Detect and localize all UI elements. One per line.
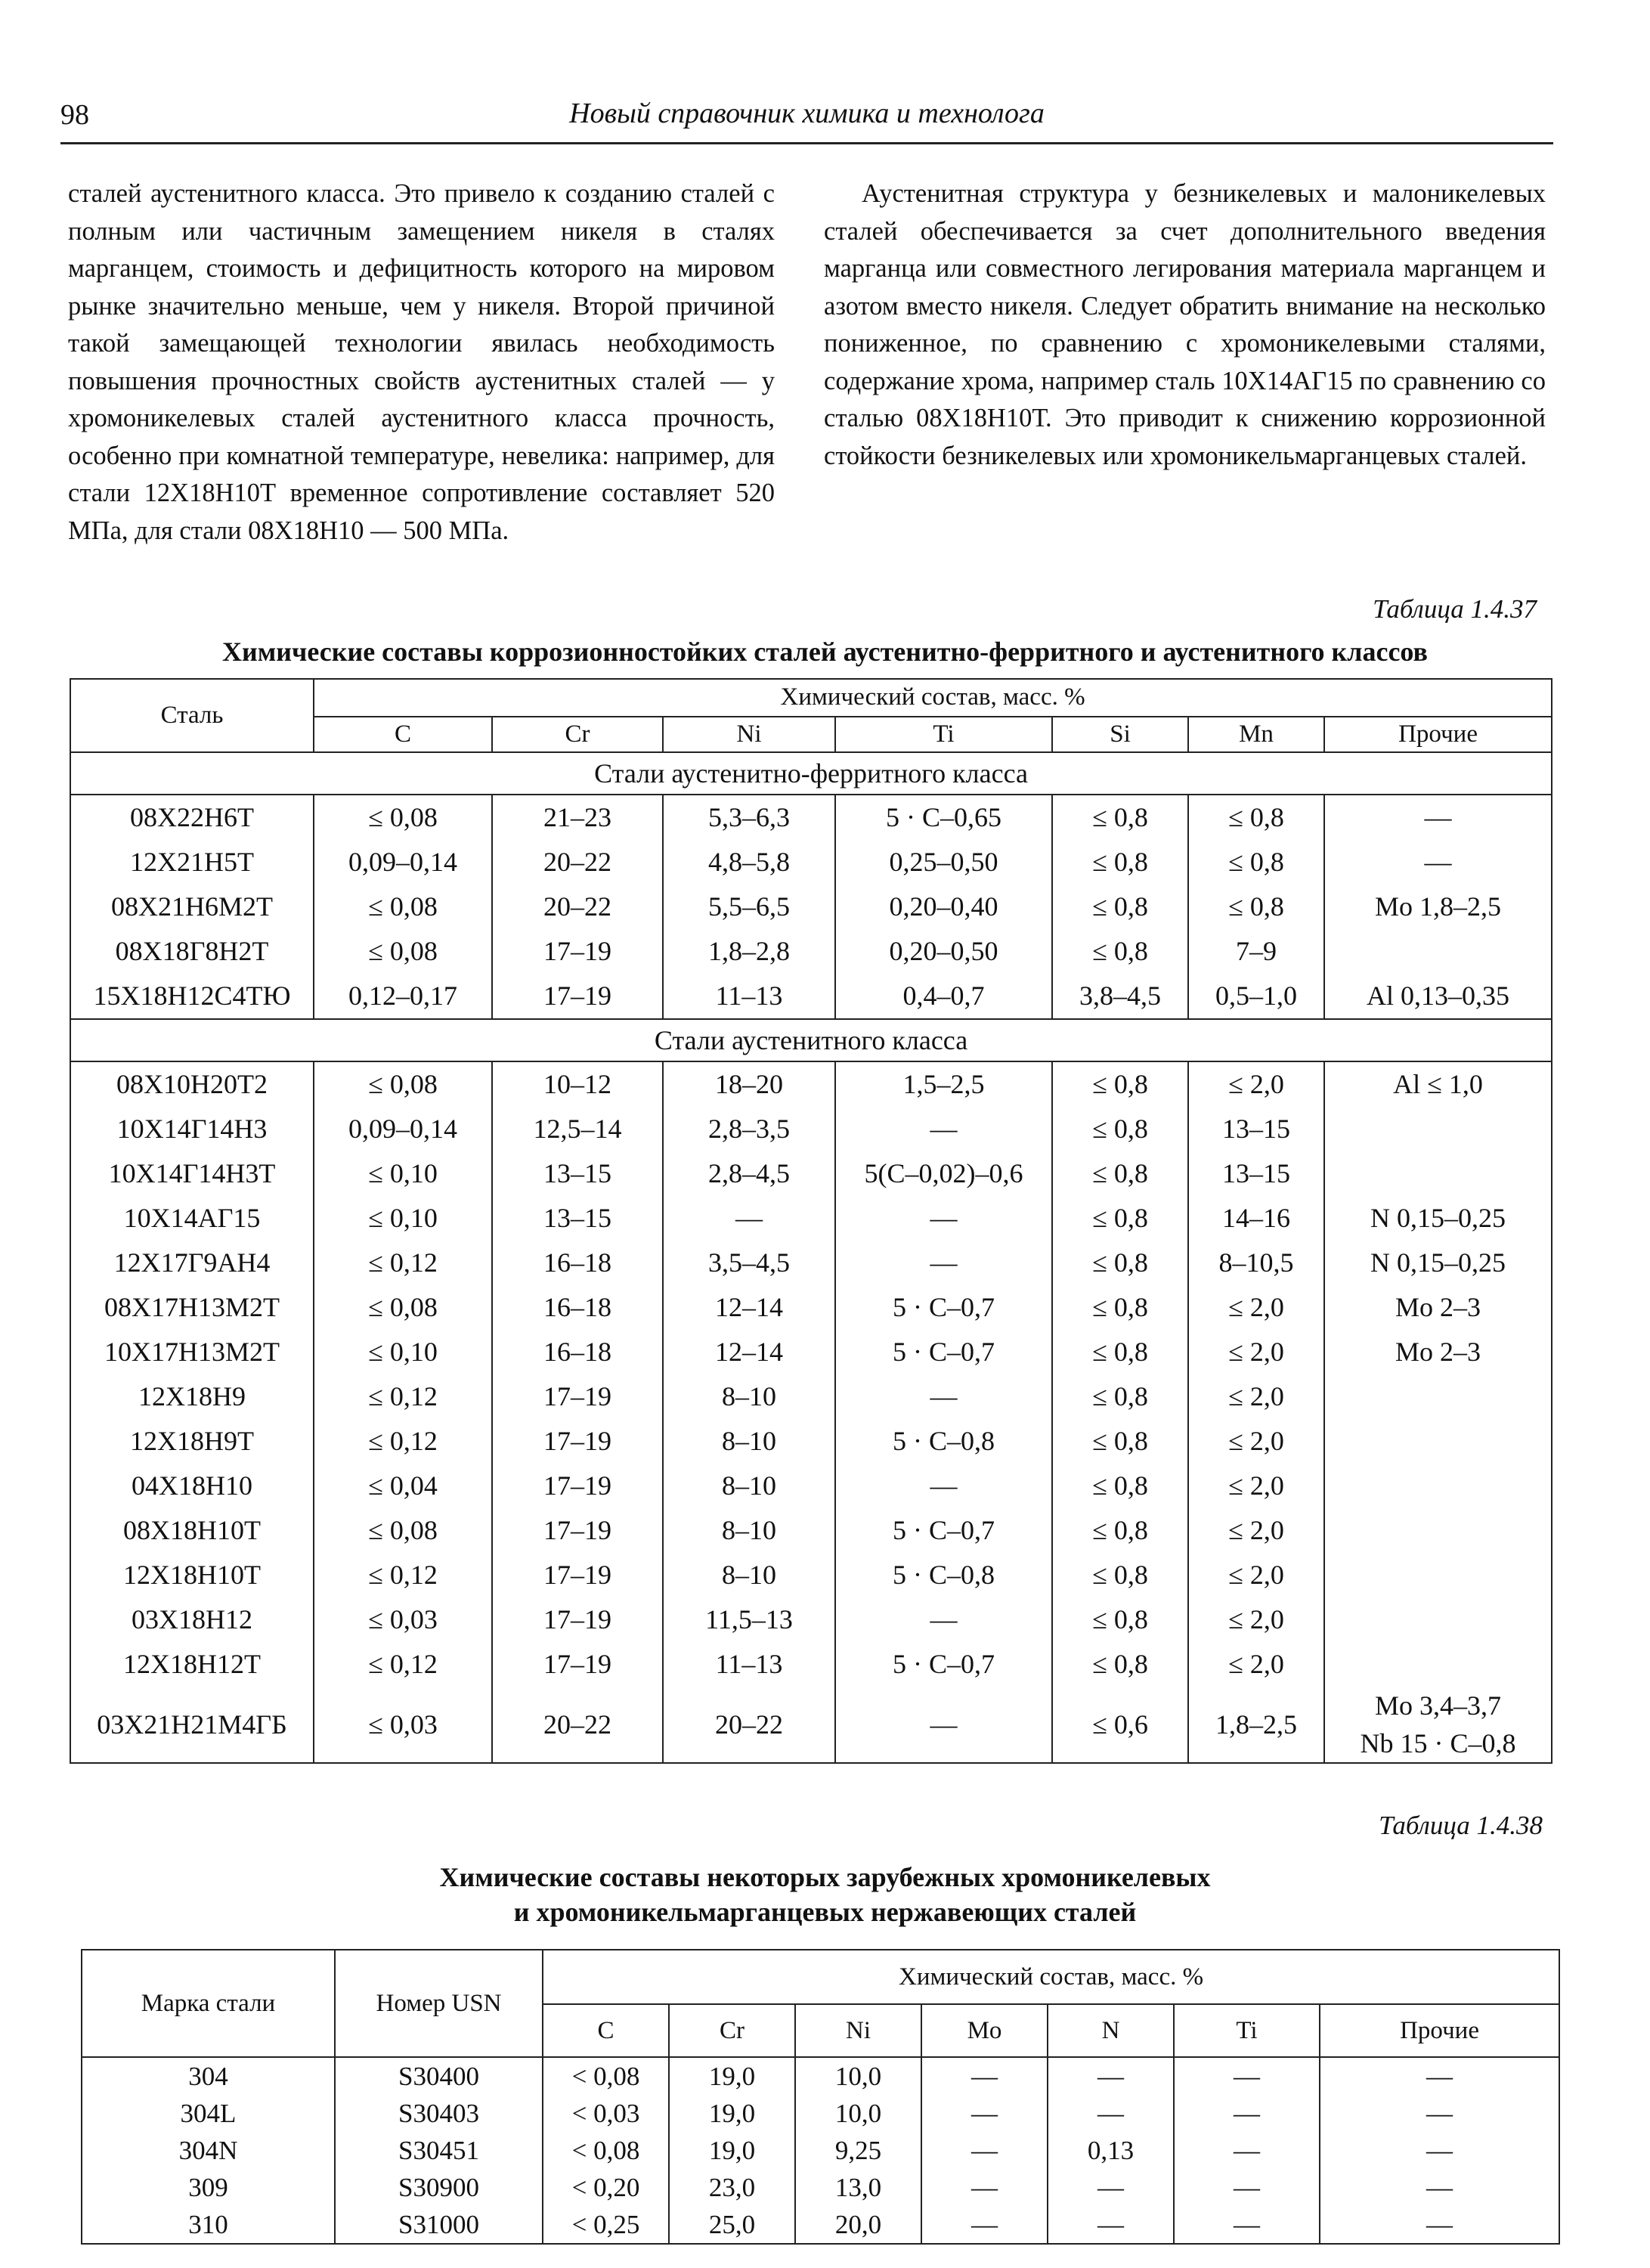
- table-cell: 5,3–6,3: [663, 795, 835, 840]
- col-header-ni: Ni: [663, 717, 835, 753]
- table-cell: 13–15: [492, 1196, 663, 1241]
- table-cell: 10,0: [795, 2095, 921, 2132]
- table-cell: ≤ 0,03: [314, 1597, 492, 1642]
- table-cell: ≤ 0,8: [1052, 929, 1188, 974]
- table-cell: —: [1324, 795, 1552, 840]
- table-cell: ≤ 0,08: [314, 1285, 492, 1330]
- right-column: [824, 175, 1546, 475]
- table-cell: 08Х18Г8Н2Т: [70, 929, 314, 974]
- table-cell: [1324, 1464, 1552, 1508]
- table-cell: Mo 1,8–2,5: [1324, 885, 1552, 929]
- section-austenitic: Стали аустенитного класса: [70, 1019, 1552, 1061]
- table-cell: 10,0: [795, 2057, 921, 2095]
- table-cell: ≤ 0,8: [1052, 1196, 1188, 1241]
- table-cell: [1324, 1553, 1552, 1597]
- table-cell: [1324, 1419, 1552, 1464]
- table-cell: ≤ 2,0: [1188, 1419, 1324, 1464]
- table-cell: [1324, 1107, 1552, 1151]
- table-cell: ≤ 2,0: [1188, 1553, 1324, 1597]
- table-cell: 17–19: [492, 929, 663, 974]
- right-paragraph: Аустенитная структура у безникелевых и малоникелевых сталей обеспечивается за счет дополнительного введения марганца или совместного легирования материала марганцем и азотом вместо никеля. Следует обратить внимание на несколько пониженное, по сравнению с хромоникелевыми сталями, содержание хрома, например сталь 10Х14АГ15 по сравнению со сталью 08Х18Н10Т. Это приводит к снижению коррозионной стойкости безникелевых или хромоникельмарганцевых сталей.: [824, 179, 1546, 470]
- table-cell: 0,20–0,40: [835, 885, 1052, 929]
- table-row: [82, 2169, 1559, 2206]
- table-cell: 8–10: [663, 1553, 835, 1597]
- table-cell: 03Х21Н21М4ГБ: [70, 1687, 314, 1763]
- table-cell: ≤ 2,0: [1188, 1464, 1324, 1508]
- table-cell: —: [921, 2057, 1048, 2095]
- table-cell: 1,8–2,5: [1188, 1687, 1324, 1763]
- table-cell: ≤ 0,10: [314, 1330, 492, 1374]
- table-cell: 10Х14АГ15: [70, 1196, 314, 1241]
- col-header-usn: Номер USN: [335, 1950, 543, 2057]
- table-row: [70, 1642, 1552, 1687]
- table-cell: 13,0: [795, 2169, 921, 2206]
- table-cell: ≤ 0,8: [1052, 1151, 1188, 1196]
- table-cell: 11–13: [663, 1642, 835, 1687]
- table-1438-title-line1: Химические составы некоторых зарубежных хромоникелевых: [439, 1862, 1211, 1892]
- table-cell: 8–10: [663, 1508, 835, 1553]
- table-cell: Mo 2–3: [1324, 1330, 1552, 1374]
- table-cell: ≤ 0,8: [1052, 1597, 1188, 1642]
- table-cell: ≤ 0,8: [1052, 840, 1188, 885]
- table-cell: < 0,08: [543, 2057, 669, 2095]
- table-cell: 5 · C–0,65: [835, 795, 1052, 840]
- col-header-ti: Ti: [835, 717, 1052, 753]
- left-column: [68, 175, 775, 550]
- table-cell: 16–18: [492, 1241, 663, 1285]
- left-paragraph: сталей аустенитного класса. Это привело к созданию сталей с полным или частичным замещением никеля в сталях марганцем, стоимость и дефицитность которого на мировом рынке значительно меньше, чем у никеля. Второй причиной такой замещающей технологии явилась необходимость повышения прочностных свойств аустенитных сталей — у хромоникелевых сталей аустенитного класса прочность, особенно при комнатной температуре, невелика: например, для стали 12Х18Н10Т временное сопротивление составляет 520 МПа, для стали 08Х18Н10 — 500 МПа.: [68, 179, 775, 545]
- table-row: [70, 1196, 1552, 1241]
- col-header-grade: Марка стали: [82, 1950, 335, 2057]
- table-cell: ≤ 0,8: [1052, 1464, 1188, 1508]
- table-cell: —: [1048, 2095, 1174, 2132]
- table-cell: 20–22: [492, 1687, 663, 1763]
- table-cell: ≤ 0,8: [1052, 795, 1188, 840]
- table-cell: < 0,20: [543, 2169, 669, 2206]
- table-cell: 304: [82, 2057, 335, 2095]
- table-cell: 04Х18Н10: [70, 1464, 314, 1508]
- table-cell: 12–14: [663, 1330, 835, 1374]
- table-cell: 10–12: [492, 1061, 663, 1107]
- col-header-composition: Химический состав, масс. %: [543, 1950, 1559, 2004]
- table-cell: 5 · C–0,7: [835, 1642, 1052, 1687]
- table-row: [70, 1508, 1552, 1553]
- table-cell: ≤ 2,0: [1188, 1374, 1324, 1419]
- table-cell: —: [1320, 2169, 1559, 2206]
- table-cell: —: [1320, 2206, 1559, 2244]
- table-cell: 13–15: [1188, 1151, 1324, 1196]
- page-header: [60, 89, 1553, 144]
- table-cell: 20,0: [795, 2206, 921, 2244]
- table-cell: Al ≤ 1,0: [1324, 1061, 1552, 1107]
- table-row: [70, 1374, 1552, 1419]
- table-cell: ≤ 0,8: [1052, 1285, 1188, 1330]
- table-cell: ≤ 0,8: [1052, 1374, 1188, 1419]
- table-cell: —: [1174, 2095, 1320, 2132]
- table-row: [70, 795, 1552, 840]
- table-cell: ≤ 0,12: [314, 1642, 492, 1687]
- table-cell: 23,0: [669, 2169, 795, 2206]
- table-cell: ≤ 0,8: [1052, 1241, 1188, 1285]
- table-cell: ≤ 0,8: [1188, 795, 1324, 840]
- table-cell: 08Х22Н6Т: [70, 795, 314, 840]
- col-header-c: C: [314, 717, 492, 753]
- table-cell: —: [1174, 2132, 1320, 2169]
- table-cell: 3,5–4,5: [663, 1241, 835, 1285]
- table-cell: ≤ 0,8: [1052, 1642, 1188, 1687]
- table-row: [70, 885, 1552, 929]
- table-cell: 10Х14Г14Н3: [70, 1107, 314, 1151]
- table-cell: 20–22: [663, 1687, 835, 1763]
- table-cell: [1324, 1508, 1552, 1553]
- table-cell: S31000: [335, 2206, 543, 2244]
- table-cell: N 0,15–0,25: [1324, 1196, 1552, 1241]
- table-cell: 17–19: [492, 1508, 663, 1553]
- table-cell: 14–16: [1188, 1196, 1324, 1241]
- table-cell: —: [921, 2095, 1048, 2132]
- table-cell: ≤ 0,8: [1188, 885, 1324, 929]
- table-cell: 19,0: [669, 2057, 795, 2095]
- table-cell: 2,8–3,5: [663, 1107, 835, 1151]
- table-cell: S30400: [335, 2057, 543, 2095]
- table-row: [82, 2057, 1559, 2095]
- table-cell: —: [1324, 840, 1552, 885]
- table-cell: 0,09–0,14: [314, 840, 492, 885]
- table-cell: ≤ 0,8: [1052, 1330, 1188, 1374]
- table-cell: 1,8–2,8: [663, 929, 835, 974]
- table-cell: 10Х14Г14Н3Т: [70, 1151, 314, 1196]
- table-cell: —: [1048, 2169, 1174, 2206]
- table-cell: —: [1320, 2095, 1559, 2132]
- table-cell: ≤ 0,8: [1052, 1419, 1188, 1464]
- table-cell: 8–10: [663, 1464, 835, 1508]
- section-austenitic-ferritic: Стали аустенитно-ферритного класса: [70, 752, 1552, 795]
- table-cell: 5,5–6,5: [663, 885, 835, 929]
- table-cell: ≤ 0,12: [314, 1374, 492, 1419]
- table-cell: 5 · C–0,7: [835, 1330, 1052, 1374]
- table-cell: 08Х10Н20Т2: [70, 1061, 314, 1107]
- table-cell: ≤ 2,0: [1188, 1330, 1324, 1374]
- table-cell: 17–19: [492, 974, 663, 1019]
- table-row: [70, 1061, 1552, 1107]
- table-cell: ≤ 2,0: [1188, 1285, 1324, 1330]
- table-cell: 17–19: [492, 1464, 663, 1508]
- table-cell: 19,0: [669, 2132, 795, 2169]
- table-cell: ≤ 2,0: [1188, 1061, 1324, 1107]
- table-cell: 16–18: [492, 1285, 663, 1330]
- table-row: [70, 1107, 1552, 1151]
- table-cell: 18–20: [663, 1061, 835, 1107]
- table-cell: 0,13: [1048, 2132, 1174, 2169]
- table-cell: 9,25: [795, 2132, 921, 2169]
- table-cell: 12Х18Н9: [70, 1374, 314, 1419]
- table-cell: 10Х17Н13М2Т: [70, 1330, 314, 1374]
- table-cell: 17–19: [492, 1374, 663, 1419]
- col-header-cr: Cr: [669, 2004, 795, 2057]
- table-cell: 8–10,5: [1188, 1241, 1324, 1285]
- table-cell: 12Х18Н9Т: [70, 1419, 314, 1464]
- table-cell: 0,25–0,50: [835, 840, 1052, 885]
- table-cell: 4,8–5,8: [663, 840, 835, 885]
- table-cell: 08Х18Н10Т: [70, 1508, 314, 1553]
- table-cell: 12Х17Г9АН4: [70, 1241, 314, 1285]
- table-cell: ≤ 0,08: [314, 1508, 492, 1553]
- table-cell: ≤ 2,0: [1188, 1597, 1324, 1642]
- table-cell: 17–19: [492, 1597, 663, 1642]
- table-1438: [81, 1949, 1560, 2245]
- table-row: [70, 1553, 1552, 1597]
- table-cell: 1,5–2,5: [835, 1061, 1052, 1107]
- table-row: [70, 1151, 1552, 1196]
- table-cell: ≤ 2,0: [1188, 1508, 1324, 1553]
- table-cell: ≤ 0,08: [314, 885, 492, 929]
- table-cell: [1324, 1151, 1552, 1196]
- page-number: 98: [60, 99, 89, 131]
- col-header-прочие: Прочие: [1324, 717, 1552, 753]
- table-cell: < 0,08: [543, 2132, 669, 2169]
- table-cell: ≤ 0,8: [1188, 840, 1324, 885]
- table-1438-label: Таблица 1.4.38: [1379, 1811, 1543, 1840]
- table-cell: 15Х18Н12С4ТЮ: [70, 974, 314, 1019]
- table-cell: ≤ 0,08: [314, 1061, 492, 1107]
- table-cell: 7–9: [1188, 929, 1324, 974]
- table-row: [82, 2206, 1559, 2244]
- table-row: [70, 840, 1552, 885]
- table-cell: ≤ 0,8: [1052, 1061, 1188, 1107]
- table-cell: —: [921, 2169, 1048, 2206]
- table-cell: 08Х17Н13М2Т: [70, 1285, 314, 1330]
- table-cell: < 0,25: [543, 2206, 669, 2244]
- table-cell: —: [1174, 2057, 1320, 2095]
- table-cell: ≤ 0,10: [314, 1196, 492, 1241]
- table-row: [70, 974, 1552, 1019]
- table-cell: 13–15: [1188, 1107, 1324, 1151]
- table-cell: ≤ 0,6: [1052, 1687, 1188, 1763]
- table-cell: —: [835, 1107, 1052, 1151]
- table-cell: —: [921, 2132, 1048, 2169]
- table-cell: —: [835, 1241, 1052, 1285]
- table-row: [82, 2132, 1559, 2169]
- table-cell: —: [835, 1687, 1052, 1763]
- table-cell: < 0,03: [543, 2095, 669, 2132]
- table-row: [82, 2095, 1559, 2132]
- table-cell: ≤ 0,12: [314, 1419, 492, 1464]
- table-cell: S30900: [335, 2169, 543, 2206]
- table-cell: 12–14: [663, 1285, 835, 1330]
- table-cell: 12Х18Н12Т: [70, 1642, 314, 1687]
- col-header-c: C: [543, 2004, 669, 2057]
- table-cell: —: [835, 1374, 1052, 1419]
- table-cell: ≤ 0,8: [1052, 1553, 1188, 1597]
- table-cell: S30451: [335, 2132, 543, 2169]
- table-cell: 08Х21Н6М2Т: [70, 885, 314, 929]
- table-row: [70, 1285, 1552, 1330]
- table-cell: 304N: [82, 2132, 335, 2169]
- table-cell: 20–22: [492, 840, 663, 885]
- table-cell: Mo 3,4–3,7 Nb 15 · C–0,8: [1324, 1687, 1552, 1763]
- table-1437-label: Таблица 1.4.37: [1373, 594, 1537, 624]
- table-cell: —: [1174, 2169, 1320, 2206]
- table-cell: N 0,15–0,25: [1324, 1241, 1552, 1285]
- table-cell: Al 0,13–0,35: [1324, 974, 1552, 1019]
- table-cell: 13–15: [492, 1151, 663, 1196]
- table-cell: 0,5–1,0: [1188, 974, 1324, 1019]
- table-1437-title: Химические составы коррозионностойких сталей аустенитно-ферритного и аустенитного классов: [222, 637, 1428, 667]
- table-cell: 309: [82, 2169, 335, 2206]
- table-cell: —: [1048, 2206, 1174, 2244]
- table-cell: 20–22: [492, 885, 663, 929]
- table-cell: [1324, 1642, 1552, 1687]
- col-header-composition: Химический состав, масс. %: [314, 679, 1552, 717]
- table-row: [70, 1597, 1552, 1642]
- table-cell: —: [835, 1597, 1052, 1642]
- table-cell: 304L: [82, 2095, 335, 2132]
- col-header-mo: Mo: [921, 2004, 1048, 2057]
- table-cell: 0,4–0,7: [835, 974, 1052, 1019]
- table-row: [70, 1419, 1552, 1464]
- table-cell: 5 · C–0,7: [835, 1508, 1052, 1553]
- table-cell: 5 · C–0,8: [835, 1553, 1052, 1597]
- table-cell: ≤ 0,08: [314, 929, 492, 974]
- table-cell: 0,20–0,50: [835, 929, 1052, 974]
- table-cell: —: [835, 1464, 1052, 1508]
- table-cell: ≤ 0,10: [314, 1151, 492, 1196]
- col-header-cr: Cr: [492, 717, 663, 753]
- table-cell: 12Х18Н10Т: [70, 1553, 314, 1597]
- table-cell: 11–13: [663, 974, 835, 1019]
- table-cell: 12,5–14: [492, 1107, 663, 1151]
- table-row: [70, 1687, 1552, 1763]
- table-cell: S30403: [335, 2095, 543, 2132]
- table-cell: 5 · C–0,8: [835, 1419, 1052, 1464]
- table-cell: 16–18: [492, 1330, 663, 1374]
- table-cell: —: [1320, 2132, 1559, 2169]
- table-cell: [1324, 1374, 1552, 1419]
- col-header-ti: Ti: [1174, 2004, 1320, 2057]
- table-cell: ≤ 0,04: [314, 1464, 492, 1508]
- table-row: [70, 929, 1552, 974]
- col-header-mn: Mn: [1188, 717, 1324, 753]
- table-row: [70, 1464, 1552, 1508]
- table-cell: ≤ 0,8: [1052, 1508, 1188, 1553]
- table-cell: ≤ 0,8: [1052, 1107, 1188, 1151]
- table-cell: 0,12–0,17: [314, 974, 492, 1019]
- table-cell: 8–10: [663, 1419, 835, 1464]
- table-cell: ≤ 2,0: [1188, 1642, 1324, 1687]
- table-cell: ≤ 0,03: [314, 1687, 492, 1763]
- col-header-n: N: [1048, 2004, 1174, 2057]
- table-cell: ≤ 0,12: [314, 1241, 492, 1285]
- table-cell: —: [1320, 2057, 1559, 2095]
- running-title: Новый справочник химика и технолога: [569, 98, 1045, 129]
- table-cell: 17–19: [492, 1553, 663, 1597]
- table-cell: 03Х18Н12: [70, 1597, 314, 1642]
- table-cell: —: [1048, 2057, 1174, 2095]
- table-cell: [1324, 1597, 1552, 1642]
- col-header-si: Si: [1052, 717, 1188, 753]
- table-cell: 0,09–0,14: [314, 1107, 492, 1151]
- col-header-ni: Ni: [795, 2004, 921, 2057]
- table-cell: ≤ 0,08: [314, 795, 492, 840]
- table-cell: Mo 2–3: [1324, 1285, 1552, 1330]
- table-1438-title-line2: и хромоникельмарганцевых нержавеющих сталей: [513, 1897, 1137, 1927]
- table-cell: —: [921, 2206, 1048, 2244]
- table-cell: 5(C–0,02)–0,6: [835, 1151, 1052, 1196]
- col-header-steel: Сталь: [70, 679, 314, 752]
- table-row: [70, 1241, 1552, 1285]
- table-cell: —: [663, 1196, 835, 1241]
- table-cell: 12Х21Н5Т: [70, 840, 314, 885]
- table-cell: 19,0: [669, 2095, 795, 2132]
- table-1437: [70, 678, 1552, 1764]
- col-header-прочие: Прочие: [1320, 2004, 1559, 2057]
- table-cell: 11,5–13: [663, 1597, 835, 1642]
- table-1438-title: [45, 1860, 1605, 1929]
- table-cell: ≤ 0,12: [314, 1553, 492, 1597]
- table-row: [70, 1330, 1552, 1374]
- table-cell: 25,0: [669, 2206, 795, 2244]
- table-cell: 17–19: [492, 1419, 663, 1464]
- table-cell: —: [1174, 2206, 1320, 2244]
- table-cell: 2,8–4,5: [663, 1151, 835, 1196]
- table-cell: 17–19: [492, 1642, 663, 1687]
- table-cell: —: [835, 1196, 1052, 1241]
- table-cell: 8–10: [663, 1374, 835, 1419]
- table-cell: 310: [82, 2206, 335, 2244]
- table-cell: [1324, 929, 1552, 974]
- table-cell: 21–23: [492, 795, 663, 840]
- table-cell: ≤ 0,8: [1052, 885, 1188, 929]
- table-cell: 5 · C–0,7: [835, 1285, 1052, 1330]
- table-cell: 3,8–4,5: [1052, 974, 1188, 1019]
